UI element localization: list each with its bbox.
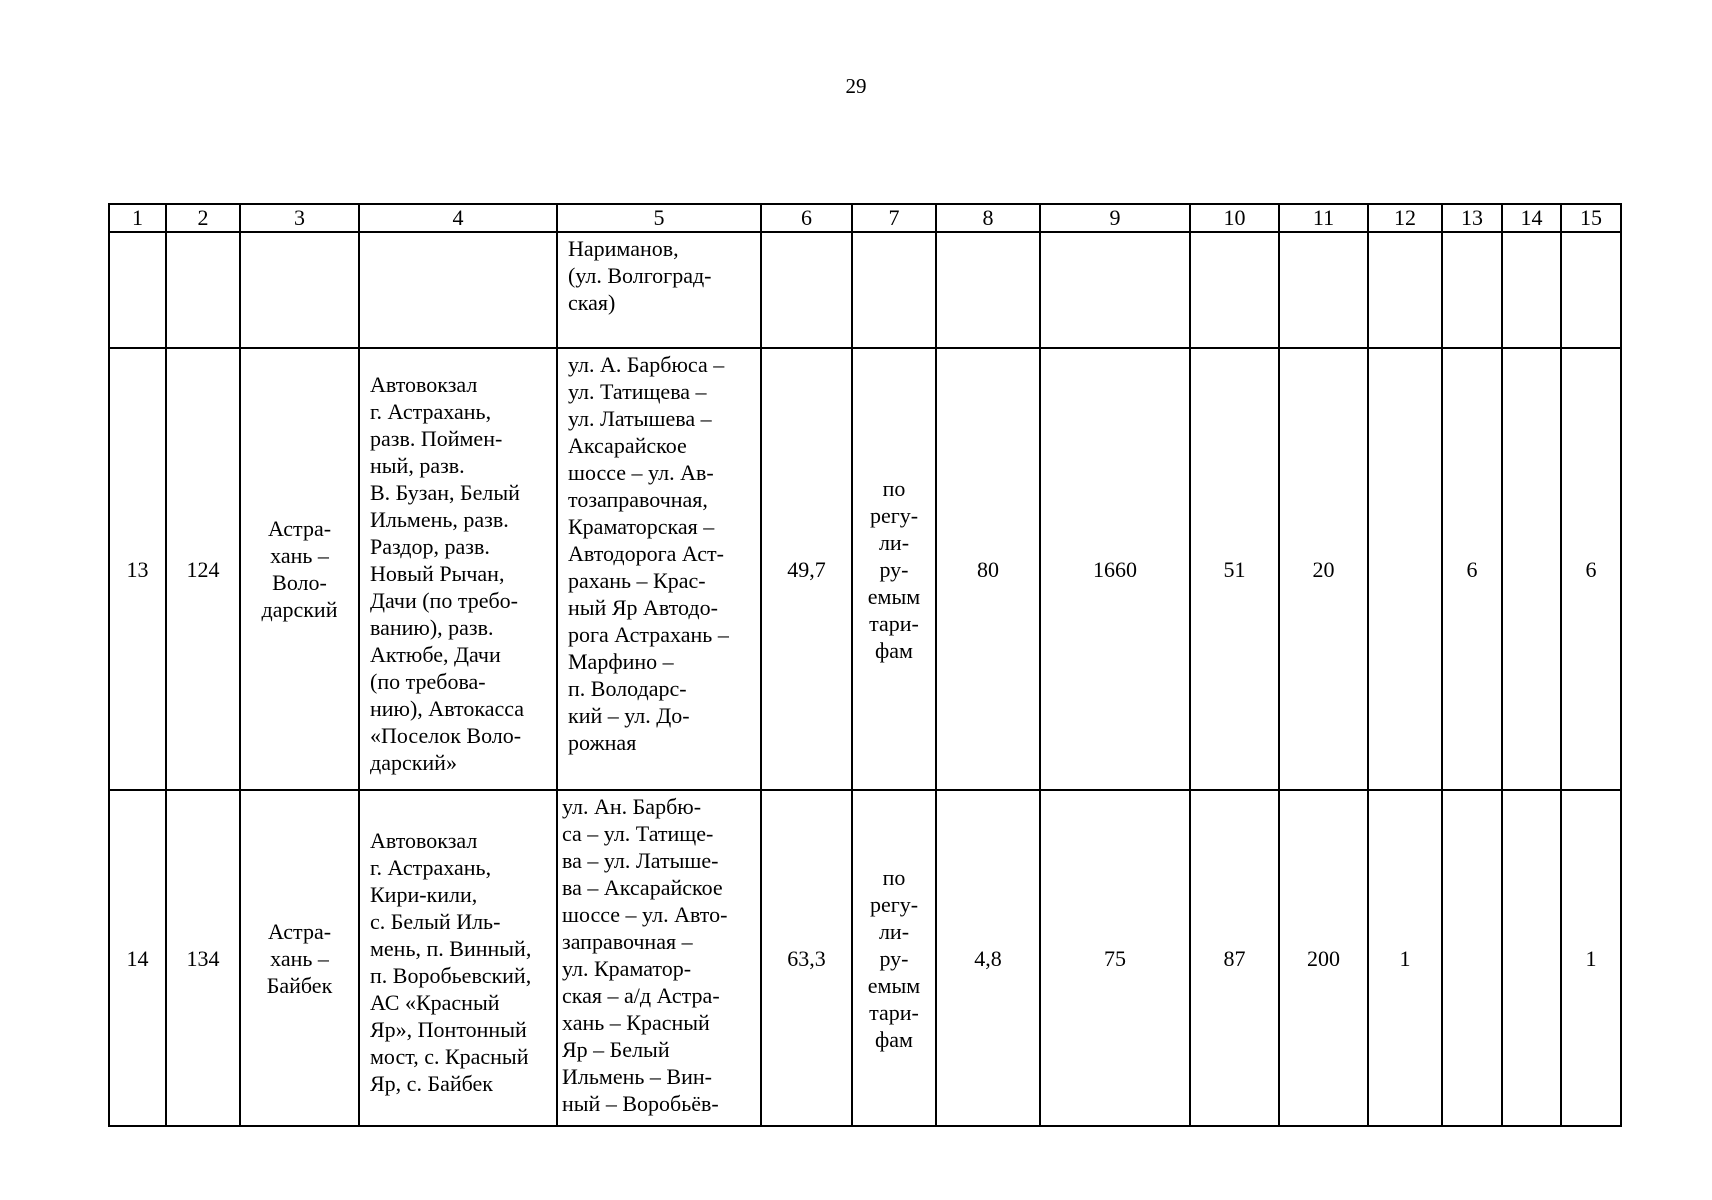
table-cell	[1442, 790, 1502, 1126]
table-cell: 1660	[1040, 348, 1190, 790]
route-number-cell: 134	[166, 790, 240, 1126]
route-number-cell: 124	[166, 348, 240, 790]
route-length-cell: 63,3	[761, 790, 852, 1126]
column-number: 3	[240, 204, 359, 232]
column-number: 7	[852, 204, 936, 232]
table-cell: 4,8	[936, 790, 1040, 1126]
table-row	[109, 790, 1621, 1126]
page-number: 29	[845, 74, 867, 98]
tariff-type-cell: по регу- ли- ру- емым тари- фам	[852, 348, 936, 790]
route-streets-cell: Нариманов, (ул. Волгоград- ская)	[557, 232, 761, 348]
table-cell	[1502, 790, 1561, 1126]
column-number-row	[109, 204, 1621, 232]
row-number-cell: 13	[109, 348, 166, 790]
table-cell	[1561, 232, 1621, 348]
routes-table	[108, 203, 1622, 1127]
table-cell: 80	[936, 348, 1040, 790]
table-cell	[1442, 232, 1502, 348]
column-number: 6	[761, 204, 852, 232]
table-cell	[359, 232, 557, 348]
table-cell	[761, 232, 852, 348]
route-name-cell: Астра- хань – Байбек	[240, 790, 359, 1126]
table-cell: 87	[1190, 790, 1279, 1126]
table-cell	[1190, 232, 1279, 348]
table-cell	[1502, 232, 1561, 348]
table-cell: 75	[1040, 790, 1190, 1126]
table-cell: 200	[1279, 790, 1368, 1126]
stops-cell: Автовокзал г. Астрахань, разв. Поймен- ный, разв. В. Бузан, Белый Ильмень, разв. Раздор, разв. Новый Рычан, Дачи (по требо- ванию), разв. Актюбе, Дачи (по требова- нию), Автокасса «Поселок Воло- дарский»	[359, 348, 557, 790]
route-streets-cell: ул. А. Барбюса – ул. Татищева – ул. Латышева – Аксарайское шоссе – ул. Ав- тозаправочная, Краматорская – Автодорога Аст- рахань – Крас- ный Яр Автодо- рога Астрахань – Марфино – п. Володарс- кий – ул. До- рожная	[557, 348, 761, 790]
table-cell: 6	[1442, 348, 1502, 790]
row-number-cell: 14	[109, 790, 166, 1126]
tariff-type-cell: по регу- ли- ру- емым тари- фам	[852, 790, 936, 1126]
column-number: 5	[557, 204, 761, 232]
table-cell: 6	[1561, 348, 1621, 790]
column-number: 1	[109, 204, 166, 232]
table-cell	[936, 232, 1040, 348]
column-number: 15	[1561, 204, 1621, 232]
route-length-cell: 49,7	[761, 348, 852, 790]
column-number: 14	[1502, 204, 1561, 232]
table-row	[109, 348, 1621, 790]
table-cell: 1	[1368, 790, 1442, 1126]
table-cell	[240, 232, 359, 348]
table-cell	[852, 232, 936, 348]
table-cell	[1368, 232, 1442, 348]
continuation-row	[109, 232, 1621, 348]
table-cell	[1279, 232, 1368, 348]
column-number: 12	[1368, 204, 1442, 232]
column-number: 2	[166, 204, 240, 232]
column-number: 8	[936, 204, 1040, 232]
column-number: 4	[359, 204, 557, 232]
stops-cell: Автовокзал г. Астрахань, Кири-кили, с. Белый Иль- мень, п. Винный, п. Воробьевский, АС «Красный Яр», Понтонный мост, с. Красный Яр, с. Байбек	[359, 790, 557, 1126]
route-streets-cell: ул. Ан. Барбю- са – ул. Татище- ва – ул. Латыше- ва – Аксарайское шоссе – ул. Авто- заправочная – ул. Краматор- ская – а/д Астра- хань – Красный Яр – Белый Ильмень – Вин- ный – Воробьёв-	[557, 790, 761, 1126]
route-name-cell: Астра- хань – Воло- дарский	[240, 348, 359, 790]
column-number: 11	[1279, 204, 1368, 232]
table-cell	[166, 232, 240, 348]
table-cell: 20	[1279, 348, 1368, 790]
table-cell: 51	[1190, 348, 1279, 790]
table-cell	[1368, 348, 1442, 790]
column-number: 10	[1190, 204, 1279, 232]
table-cell: 1	[1561, 790, 1621, 1126]
table-cell	[1502, 348, 1561, 790]
table-cell	[1040, 232, 1190, 348]
column-number: 13	[1442, 204, 1502, 232]
column-number: 9	[1040, 204, 1190, 232]
table-cell	[109, 232, 166, 348]
